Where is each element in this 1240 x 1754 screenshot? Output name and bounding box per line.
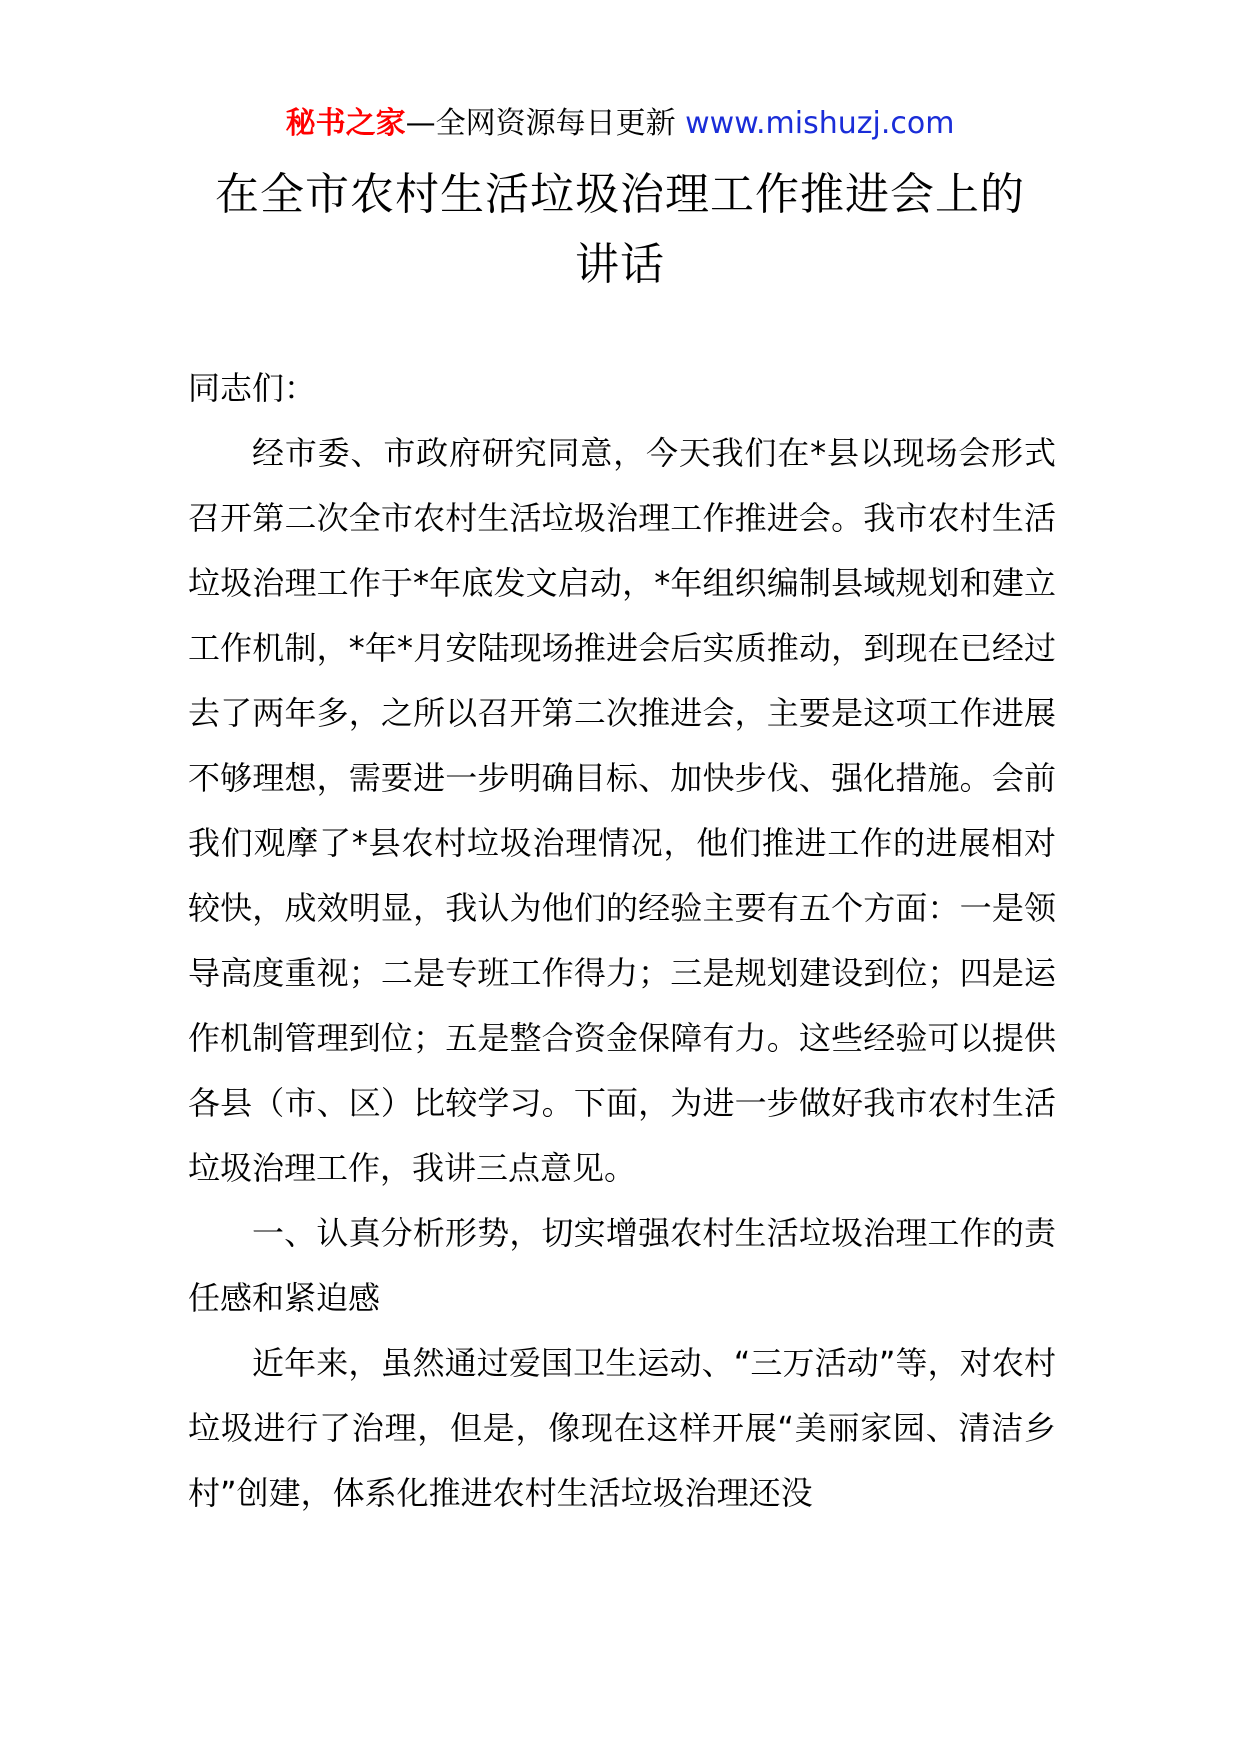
document-body [188, 356, 1056, 1526]
brand-name: 秘书之家 [285, 106, 406, 141]
section-heading-1: 一、认真分析形势，切实增强农村生活垃圾治理工作的责任感和紧迫感 [188, 1214, 1056, 1317]
document-title [150, 160, 1090, 300]
banner-tagline: 全网资源每日更新 [435, 106, 676, 141]
site-url-link[interactable]: www.mishuzj.com [685, 106, 955, 141]
title-line-2: 讲话 [575, 239, 665, 290]
site-banner [0, 100, 1240, 148]
banner-dash: — [405, 106, 436, 141]
paragraph-1: 经市委、市政府研究同意，今天我们在*县以现场会形式召开第二次全市农村生活垃圾治理工作推进会。我市农村生活垃圾治理工作于*年底发文启动，*年组织编制县域规划和建立工作机制，*年*月安陆现场推进会后实质推动，到现在已经过去了两年多，之所以召开第二次推进会，主要是这项工作进展不够理想，需要进一步明确目标、加快步伐、强化措施。会前我们观摩了*县农村垃圾治理情况，他们推进工作的进展相对较快，成效明显，我认为他们的经验主要有五个方面：一是领导高度重视；二是专班工作得力；三是规划建设到位；四是运作机制管理到位；五是整合资金保障有力。这些经验可以提供各县（市、区）比较学习。下面，为进一步做好我市农村生活垃圾治理工作，我讲三点意见。 [188, 434, 1056, 1187]
paragraph-2: 近年来，虽然通过爱国卫生运动、“三万活动”等，对农村垃圾进行了治理，但是，像现在这样开展“美丽家园、清洁乡村”创建，体系化推进农村生活垃圾治理还没 [188, 1344, 1056, 1512]
salutation: 同志们： [188, 369, 317, 407]
title-line-1: 在全市农村生活垃圾治理工作推进会上的 [215, 169, 1025, 220]
